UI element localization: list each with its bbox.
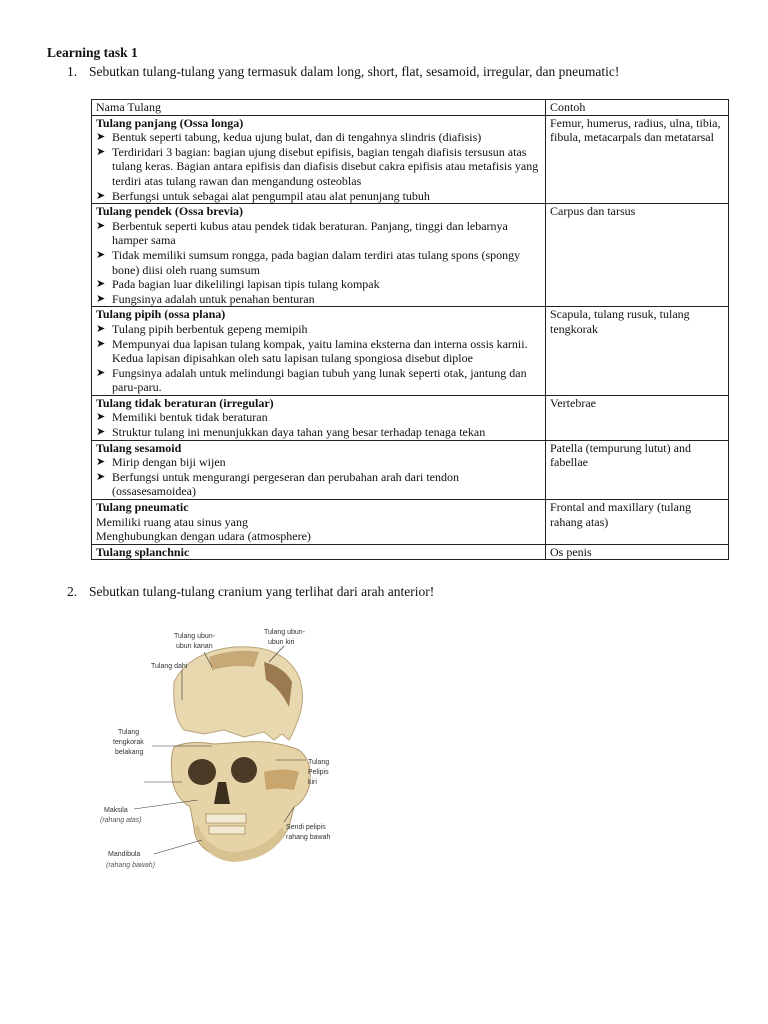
example-cell: Scapula, tulang rusuk, tulang tengkorak <box>546 307 729 396</box>
bullet-text: Struktur tulang ini menunjukkan daya tahan yang besar terhadap tenaga tekan <box>112 425 486 440</box>
bone-description-cell <box>92 395 546 440</box>
bullet-item <box>96 470 542 499</box>
bullet-text: Berfungsi untuk sebagai alat pengumpil atau alat penunjang tubuh <box>112 188 430 203</box>
bullet-item <box>96 366 542 395</box>
lower-teeth <box>209 826 245 834</box>
zygomatic-bone <box>264 770 299 791</box>
skull-diagram <box>94 622 354 877</box>
arrow-bullet-icon: ➤ <box>96 248 106 261</box>
bullet-item <box>96 189 542 204</box>
arrow-bullet-icon: ➤ <box>96 131 106 144</box>
label-tmj: Sendi pelipis <box>286 824 326 831</box>
label-temporal: Tulang <box>308 759 330 766</box>
example-cell: Patella (tempurung lutut) and fabellae <box>546 440 729 499</box>
label-maxilla: (rahang atas) <box>100 817 142 824</box>
label-tmj: rahang bawah <box>286 834 331 841</box>
question-2-text: Sebutkan tulang-tulang cranium yang terlihat dari arah anterior! <box>89 584 435 599</box>
table-row <box>92 440 729 499</box>
bullet-text: Tidak memiliki sumsum rongga, pada bagian dalam terdiri atas tulang spons (spongy bone) diisi oleh ruang sumsum <box>112 247 521 277</box>
arrow-bullet-icon: ➤ <box>96 189 106 202</box>
arrow-bullet-icon: ➤ <box>96 426 106 439</box>
example-cell: Frontal and maxillary (tulang rahang atas) <box>546 500 729 545</box>
arrow-bullet-icon: ➤ <box>96 322 106 335</box>
bone-type-name: Tulang pneumatic <box>96 500 189 515</box>
bullet-text: Mempunyai dua lapisan tulang kompak, yaitu lamina eksterna dan interna ossis karnii. Kedua lapisan dipisahkan oleh satu lapisan tulang spongiosa disebut diploe <box>112 336 528 366</box>
arrow-bullet-icon: ➤ <box>96 366 106 379</box>
example-cell: Femur, humerus, radius, ulna, tibia, fibula, metacarpals dan metatarsal <box>546 115 729 204</box>
label-parietal-right: Tulang ubun- <box>174 633 215 640</box>
bone-description-cell <box>92 115 546 204</box>
arrow-bullet-icon: ➤ <box>96 278 106 291</box>
bullet-text: Memiliki bentuk tidak beraturan <box>112 410 268 425</box>
label-parietal-left: ubun kiri <box>268 639 295 646</box>
left-orbit <box>231 757 257 783</box>
bone-type-name: Tulang sesamoid <box>96 440 182 455</box>
bullet-text: Bentuk seperti tabung, kedua ujung bulat, dan di tengahnya slindris (diafisis) <box>112 130 482 145</box>
arrow-bullet-icon: ➤ <box>96 292 106 305</box>
bullet-item <box>96 337 542 366</box>
bullet-item <box>96 130 542 145</box>
label-temporal: Pelipis <box>308 769 329 776</box>
arrow-bullet-icon: ➤ <box>96 456 106 469</box>
right-orbit <box>188 759 216 785</box>
bone-description-cell <box>92 204 546 307</box>
bone-type-name: Tulang pipih (ossa plana) <box>96 307 226 322</box>
example-cell: Carpus dan tarsus <box>546 204 729 307</box>
label-parietal-right: ubun kanan <box>176 643 213 650</box>
label-mandible: (rahang bawah) <box>106 862 156 869</box>
bullet-text: Mirip dengan biji wijen <box>112 455 226 470</box>
bullet-item <box>96 277 542 292</box>
header-example: Contoh <box>546 100 729 116</box>
bone-description-cell <box>92 307 546 396</box>
table-row <box>92 115 729 204</box>
label-frontal: Tulang dahi <box>151 663 188 670</box>
bullet-item <box>96 219 542 248</box>
bone-type-name: Tulang pendek (Ossa brevia) <box>96 204 244 219</box>
bullet-text: Terdiridari 3 bagian: bagian ujung disebut epifisis, bagian tengah diafisis tersusun atas tulang keras. Bagian antara epifisis dan diafisis disebut cakra epifisis atau metafisis yang terdiri atas tulang rawan dan mengandung osteoblas <box>112 144 539 188</box>
bone-type-name: Tulang splanchnic <box>96 544 190 559</box>
arrow-bullet-icon: ➤ <box>96 145 106 158</box>
bone-types-table <box>91 99 729 560</box>
leader-line <box>154 840 202 854</box>
label-mandible: Mandibula <box>108 851 141 858</box>
bullet-item <box>96 455 542 470</box>
bullet-item <box>96 292 542 307</box>
page-title: Learning task 1 <box>47 45 138 60</box>
question-2 <box>67 584 434 600</box>
bullet-item <box>96 425 542 440</box>
bullet-text: Tulang pipih berbentuk gepeng memipih <box>112 321 308 336</box>
description-line: Memiliki ruang atau sinus yang <box>96 514 248 529</box>
label-maxilla: Maksila <box>104 807 128 814</box>
label-parietal-left: Tulang ubun- <box>264 629 305 636</box>
label-occipital: belakang <box>115 749 144 756</box>
arrow-bullet-icon: ➤ <box>96 337 106 350</box>
bone-type-name: Tulang tidak beraturan (irregular) <box>96 395 274 410</box>
bullet-text: Fungsinya adalah untuk melindungi bagian tubuh yang lunak seperti otak, jantung dan paru-paru. <box>112 365 527 395</box>
question-1-number: 1. <box>67 64 78 79</box>
label-temporal: kiri <box>308 779 317 786</box>
arrow-bullet-icon: ➤ <box>96 470 106 483</box>
question-1-text: Sebutkan tulang-tulang yang termasuk dalam long, short, flat, sesamoid, irregular, dan pneumatic! <box>89 64 620 79</box>
label-occipital: tengkorak <box>113 739 144 746</box>
arrow-bullet-icon: ➤ <box>96 411 106 424</box>
bullet-text: Fungsinya adalah untuk penahan benturan <box>112 291 315 306</box>
table-row <box>92 544 729 560</box>
bone-description-cell <box>92 440 546 499</box>
example-cell: Vertebrae <box>546 395 729 440</box>
description-line: Menghubungkan dengan udara (atmosphere) <box>96 529 311 544</box>
arrow-bullet-icon: ➤ <box>96 219 106 232</box>
table-row <box>92 204 729 307</box>
example-cell: Os penis <box>546 544 729 560</box>
table-row <box>92 307 729 396</box>
upper-teeth <box>206 814 246 823</box>
question-2-number: 2. <box>67 584 78 599</box>
bullet-item <box>96 322 542 337</box>
bullet-item <box>96 145 542 189</box>
bullet-item <box>96 248 542 277</box>
bullet-text: Berbentuk seperti kubus atau pendek tidak beraturan. Panjang, tinggi dan lebarnya hamper sama <box>112 218 508 248</box>
table-row <box>92 395 729 440</box>
question-1 <box>67 64 619 80</box>
bone-type-name: Tulang panjang (Ossa longa) <box>96 115 244 130</box>
bone-description-cell <box>92 500 546 545</box>
table-row <box>92 500 729 545</box>
header-bone-name: Nama Tulang <box>92 100 546 116</box>
bone-description-cell <box>92 544 546 560</box>
bullet-item <box>96 410 542 425</box>
bullet-text: Pada bagian luar dikelilingi lapisan tipis tulang kompak <box>112 277 380 292</box>
bullet-text: Berfungsi untuk mengurangi pergeseran dan perubahan arah dari tendon (ossasesamoidea) <box>112 469 459 499</box>
table-header-row <box>92 100 729 116</box>
label-occipital: Tulang <box>118 729 140 736</box>
